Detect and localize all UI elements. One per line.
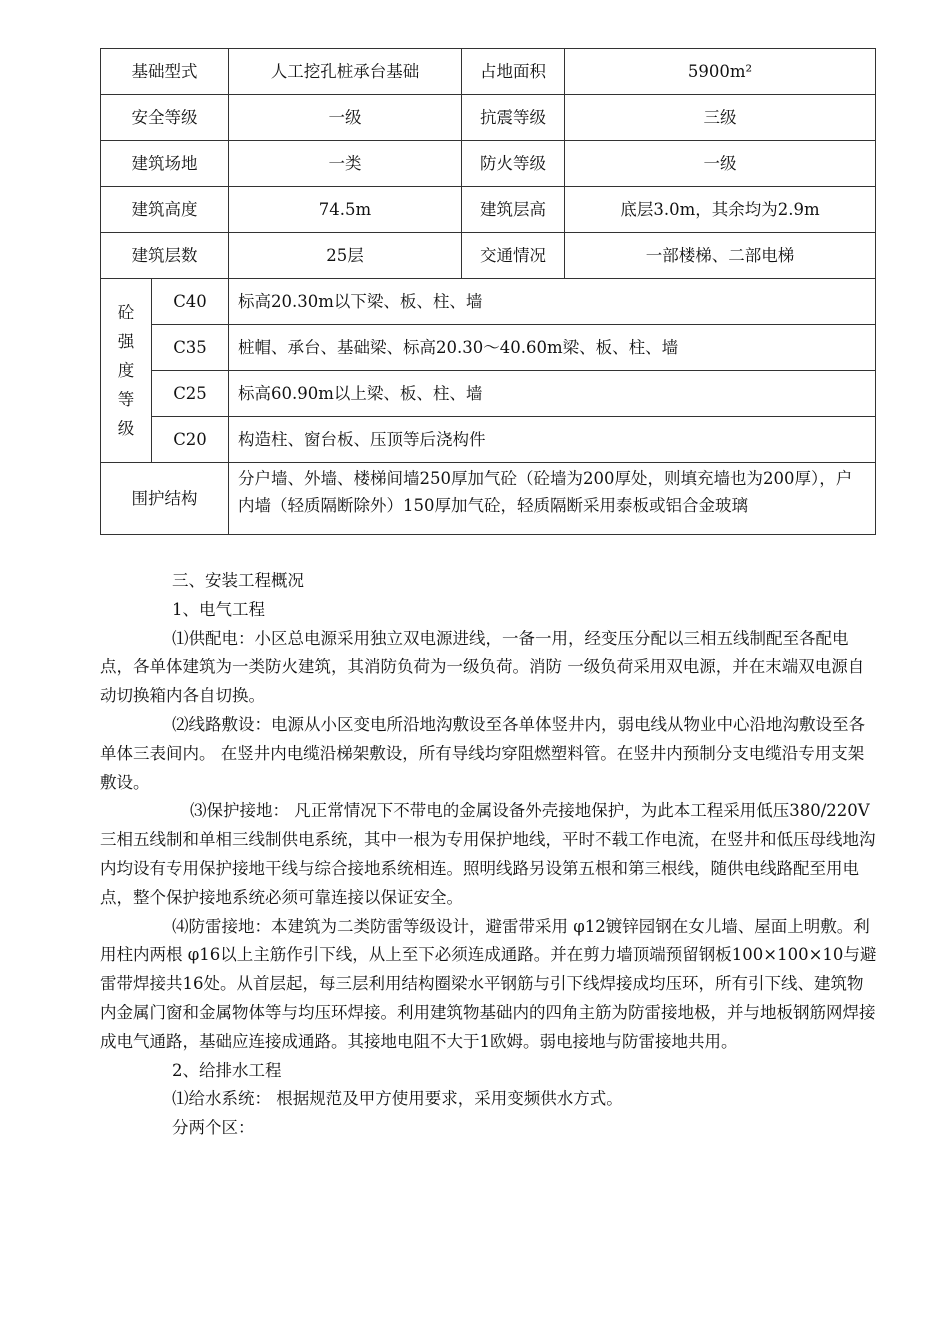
section-heading: 三、安装工程概况 (172, 571, 304, 590)
subsection-heading-electrical: 1、电气工程 (172, 599, 265, 619)
paragraph-power-supply (100, 625, 878, 711)
concrete-grade-desc: 桩帽、承台、基础梁、标高20.30～40.60m梁、板、柱、墙 (229, 325, 876, 371)
table-row (101, 417, 876, 463)
table-row (101, 95, 876, 141)
table-cell: 一类 (229, 141, 462, 187)
paragraph-text: 小区总电源采用独立双电源进线，一备一用，经变压分配以三相五线制配至各配电点，各单体建筑为一类防火建筑，其消防负荷为一级负荷。消防 一级负荷采用双电源，并在末端双电源自动切换箱内各自切换。 (100, 628, 865, 706)
table-cell: 三级 (565, 95, 876, 141)
project-spec-table (100, 48, 876, 535)
concrete-grade-desc: 标高20.30m以下梁、板、柱、墙 (229, 279, 876, 325)
table-row (101, 187, 876, 233)
enclosure-desc: 分户墙、外墙、楼梯间墙250厚加气砼（砼墙为200厚处，则填充墙也为200厚），户内墙（轻质隔断除外）150厚加气砼，轻质隔断采用泰板或铝合金玻璃 (238, 469, 853, 515)
table-row (101, 463, 876, 535)
concrete-grade-desc: 构造柱、窗台板、压顶等后浇构件 (229, 417, 876, 463)
concrete-grade: C20 (152, 417, 229, 463)
table-cell: 交通情况 (462, 233, 565, 279)
paragraph-lightning-protection (100, 913, 878, 1057)
table-cell: 底层3.0m，其余均为2.9m (565, 187, 876, 233)
table-cell: 占地面积 (462, 49, 565, 95)
paragraph-wiring (100, 711, 878, 797)
paragraph-lead: ⑷防雷接地： (172, 916, 271, 936)
table-cell: 5900m² (565, 49, 876, 95)
paragraph-text: 电源从小区变电所沿地沟敷设至各单体竖井内，弱电线从物业中心沿地沟敷设至各单体三表间内。 在竖井内电缆沿梯架敷设，所有导线均穿阻燃塑料管。在竖井内预制分支电缆沿专用支架敷设。 (100, 714, 865, 792)
table-row (101, 233, 876, 279)
concrete-grade: C35 (152, 325, 229, 371)
table-cell: 一级 (229, 95, 462, 141)
document-body (100, 567, 878, 1143)
paragraph-text: 根据规范及甲方使用要求，采用变频供水方式。 (271, 1089, 623, 1109)
table-row (101, 371, 876, 417)
paragraph-zones: 分两个区： (172, 1118, 255, 1138)
concrete-grade-desc: 标高60.90m以上梁、板、柱、墙 (229, 371, 876, 417)
paragraph-water-supply (172, 1085, 878, 1114)
enclosure-label: 围护结构 (101, 463, 229, 535)
table-cell: 防火等级 (462, 141, 565, 187)
table-cell: 25层 (229, 233, 462, 279)
concrete-grade-label-cell (101, 279, 152, 463)
table-row (101, 141, 876, 187)
enclosure-desc-cell (229, 463, 876, 535)
concrete-grade-label: 砼强度等级 (117, 303, 135, 438)
table-cell: 建筑层数 (101, 233, 229, 279)
table-row (101, 49, 876, 95)
table-cell: 一部楼梯、二部电梯 (565, 233, 876, 279)
table-cell: 74.5m (229, 187, 462, 233)
subsection-heading-plumbing: 2、给排水工程 (172, 1060, 282, 1080)
paragraph-lead: ⑶保护接地： (190, 801, 289, 821)
table-cell: 建筑高度 (101, 187, 229, 233)
paragraph-text: 本建筑为二类防雷等级设计，避雷带采用 φ12镀锌园钢在女儿墙、屋面上明敷。利用柱内两根 φ16以上主筋作引下线，从上至下必须连成通路。并在剪力墙顶端预留钢板100×100×10与避雷带焊接共16处。从首层起，每三层利用结构圈梁水平钢筋与引下线焊接成均压环，所有引下线、建筑物内金属门窗和金属物体等与均压环焊接。利用建筑物基础内的四角主筋为防雷接地极，并与地板钢筋网焊接成电气通路，基础应连接成通路。其接地电阻不大于1欧姆。弱电接地与防雷接地共用。 (100, 916, 877, 1051)
table-cell: 安全等级 (101, 95, 229, 141)
table-cell: 一级 (565, 141, 876, 187)
concrete-grade: C25 (152, 371, 229, 417)
table-cell: 建筑层高 (462, 187, 565, 233)
paragraph-text: 凡正常情况下不带电的金属设备外壳接地保护，为此本工程采用低压380/220V三相五线制和单相三线制供电系统，其中一根为专用保护地线，平时不载工作电流，在竖井和低压母线地沟内均设有专用保护接地干线与综合接地系统相连。照明线路另设第五根和第三根线，随供电线路配至用电点，整个保护接地系统必须可靠连接以保证安全。 (100, 801, 876, 907)
table-cell: 人工挖孔桩承台基础 (229, 49, 462, 95)
paragraph-lead: ⑴给水系统： (172, 1089, 271, 1109)
paragraph-protective-earthing (100, 797, 878, 912)
paragraph-lead: ⑵线路敷设： (172, 714, 271, 734)
table-row (101, 279, 876, 325)
table-cell: 建筑场地 (101, 141, 229, 187)
table-cell: 基础型式 (101, 49, 229, 95)
table-cell: 抗震等级 (462, 95, 565, 141)
table-row (101, 325, 876, 371)
paragraph-lead: ⑴供配电： (172, 628, 255, 648)
concrete-grade: C40 (152, 279, 229, 325)
